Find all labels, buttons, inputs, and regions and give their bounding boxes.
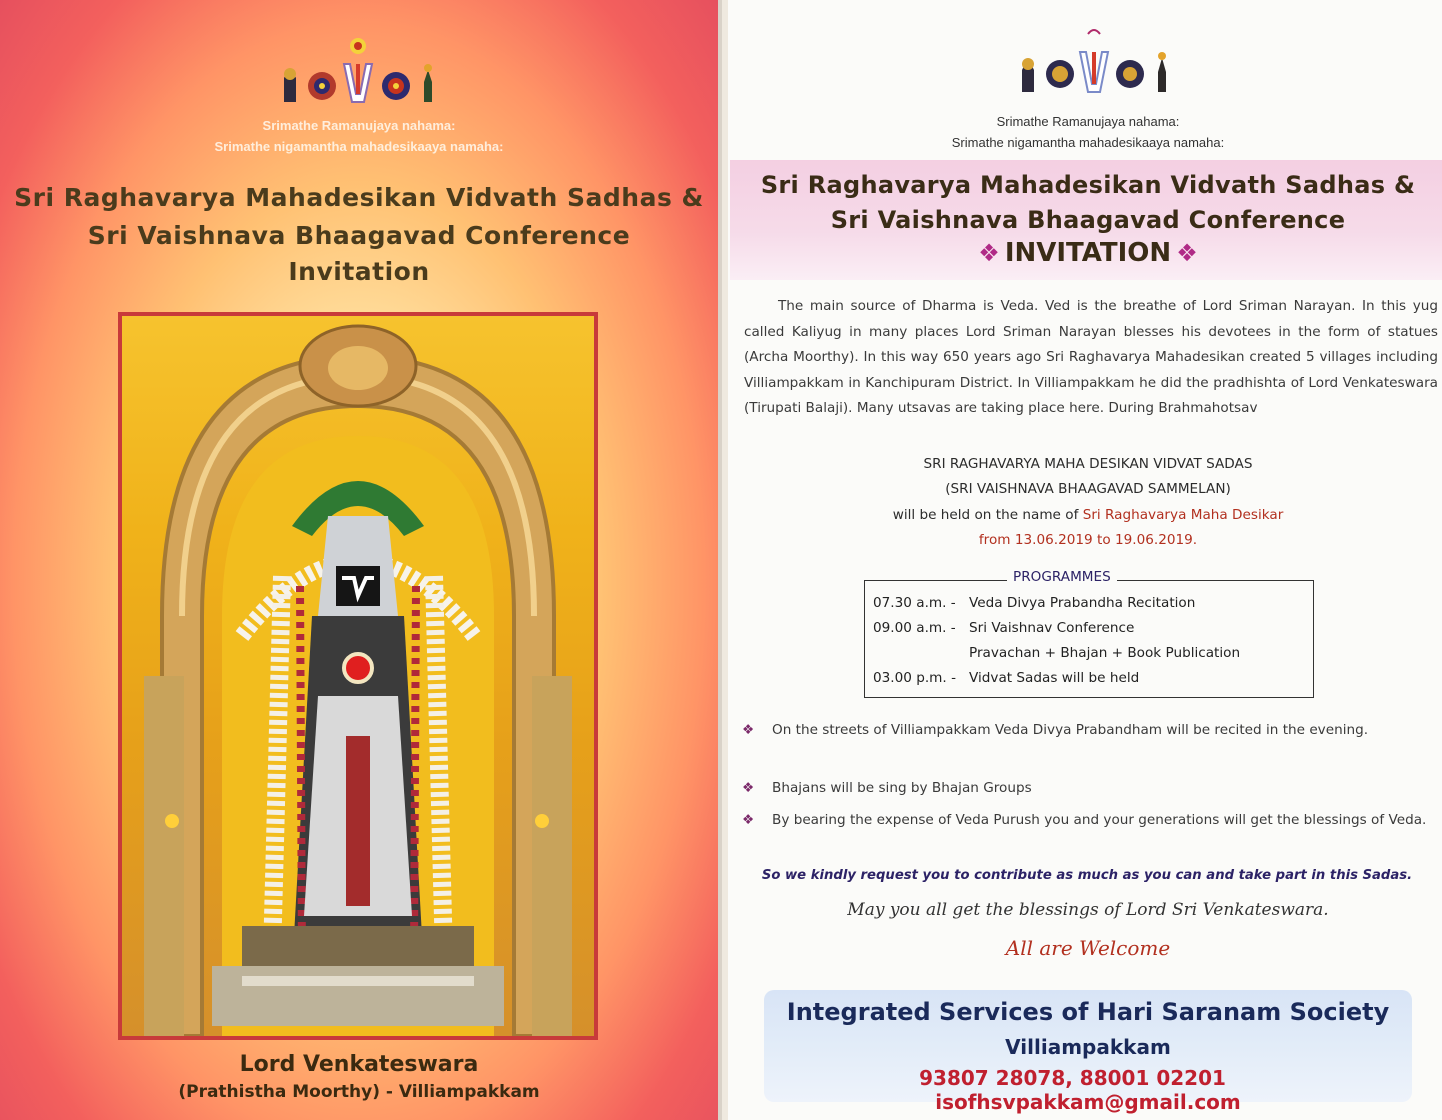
organizer-phones: 93807 28078, 88001 02201 (919, 1066, 1226, 1090)
invitation-heading (728, 238, 1442, 268)
sri-vaishnava-emblem-right (1014, 24, 1174, 98)
intro-paragraph: The main source of Dharma is Veda. Ved is the breathe of Lord Sriman Narayan. In this yug called Kaliyug in many places Lord Sriman Narayan blesses his devotees in the form of statues (Archa Moorthy). In this way 650 years ago Sri Raghavarya Mahadesikan created 5 villages including Villiampakkam in Kanchipuram District. In Villiampakkam he did the pradhishta of Lord Venkateswara (Tirupati Balaji). Many utsavas are taking place here. During Brahmahotsav (744, 298, 1438, 416)
programme-text: Sri Vaishnav Conference (969, 620, 1135, 636)
bullet-item (742, 718, 1432, 743)
programme-row (873, 620, 1134, 636)
organizer-name: Integrated Services of Hari Saranam Society (786, 998, 1390, 1026)
programme-row (873, 670, 1139, 686)
programme-time: 09.00 a.m. - (873, 620, 956, 636)
welcome-line: All are Welcome (1005, 936, 1171, 960)
date-range: from 13.06.2019 to 19.06.2019. (978, 532, 1198, 548)
bullet-text: Bhajans will be sing by Bhajan Groups (772, 780, 1032, 796)
ornament-left-icon: ❖ (978, 239, 1000, 267)
srimathe-line-2: Srimathe nigamantha mahadesikaaya namaha: (951, 135, 1225, 150)
deity-photo-frame (118, 312, 598, 1040)
sadas-name-line-1: SRI RAGHAVARYA MAHA DESIKAN VIDVAT SADAS (923, 456, 1253, 472)
programme-time: 07.30 a.m. - (873, 595, 956, 611)
programme-text: Vidvat Sadas will be held (969, 670, 1140, 686)
cover-title-line-3: Invitation (288, 257, 430, 286)
deity-caption-subtitle: (Prathistha Moorthy) - Villiampakkam (178, 1082, 540, 1102)
programme-text: Pravachan + Bhajan + Book Publication (969, 645, 1241, 661)
invitation-title-line-2: Sri Vaishnava Bhaagavad Conference (830, 206, 1346, 234)
sri-vaishnava-emblem (278, 34, 438, 108)
bullet-text: By bearing the expense of Veda Purush you and your generations will get the blessings of Veda. (772, 812, 1427, 828)
programme-text: Veda Divya Prabandha Recitation (969, 595, 1196, 611)
organizer-box (764, 990, 1412, 1114)
cover-title-line-1: Sri Raghavarya Mahadesikan Vidvath Sadhas & (14, 183, 704, 212)
held-name: Sri Raghavarya Maha Desikar (1082, 507, 1284, 523)
bullet-icon: ❖ (742, 722, 755, 738)
bullet-icon: ❖ (742, 812, 755, 828)
invitation-label: INVITATION (1004, 238, 1172, 268)
blessing-line: May you all get the blessings of Lord Sri Venkateswara. (847, 900, 1329, 920)
srimathe-line-1: Srimathe Ramanujaya nahama: (262, 118, 456, 133)
emblem-icon (278, 34, 438, 108)
organizer-place: Villiampakkam (1005, 1035, 1171, 1059)
ornament-right-icon: ❖ (1176, 239, 1198, 267)
programmes-box (864, 569, 1314, 698)
cover-title-line-2: Sri Vaishnava Bhaagavad Conference (87, 221, 631, 250)
invitation-page (722, 0, 1442, 1120)
lord-venkateswara-image (122, 316, 594, 1036)
bullet-text: On the streets of Villiampakkam Veda Divya Prabandham will be recited in the evening. (772, 722, 1369, 738)
emblem-icon (1014, 24, 1174, 98)
bullet-item (742, 808, 1432, 833)
organizer-contact (764, 1066, 1412, 1114)
held-prefix: will be held on the name of (892, 507, 1079, 523)
organizer-email[interactable]: isofhsvpakkam@gmail.com (935, 1090, 1241, 1114)
cover-page (0, 0, 718, 1120)
srimathe-line-2: Srimathe nigamantha mahadesikaaya namaha: (214, 139, 504, 154)
contribution-request: So we kindly request you to contribute as much as you can and take part in this Sadas. (761, 868, 1413, 883)
invitation-title-line-1: Sri Raghavarya Mahadesikan Vidvath Sadhas & (760, 171, 1416, 199)
held-line (728, 503, 1442, 529)
deity-caption-name: Lord Venkateswara (239, 1052, 479, 1077)
programmes-title: PROGRAMMES (1007, 569, 1117, 585)
deity-photo (122, 316, 594, 1036)
programme-time: 03.00 p.m. - (873, 670, 956, 686)
bullet-item (742, 776, 1432, 801)
srimathe-line-1: Srimathe Ramanujaya nahama: (996, 114, 1180, 129)
programme-row (873, 645, 1240, 661)
programme-row (873, 595, 1195, 611)
bullet-icon: ❖ (742, 780, 755, 796)
sadas-name-line-2: (SRI VAISHNAVA BHAAGAVAD SAMMELAN) (945, 481, 1231, 497)
